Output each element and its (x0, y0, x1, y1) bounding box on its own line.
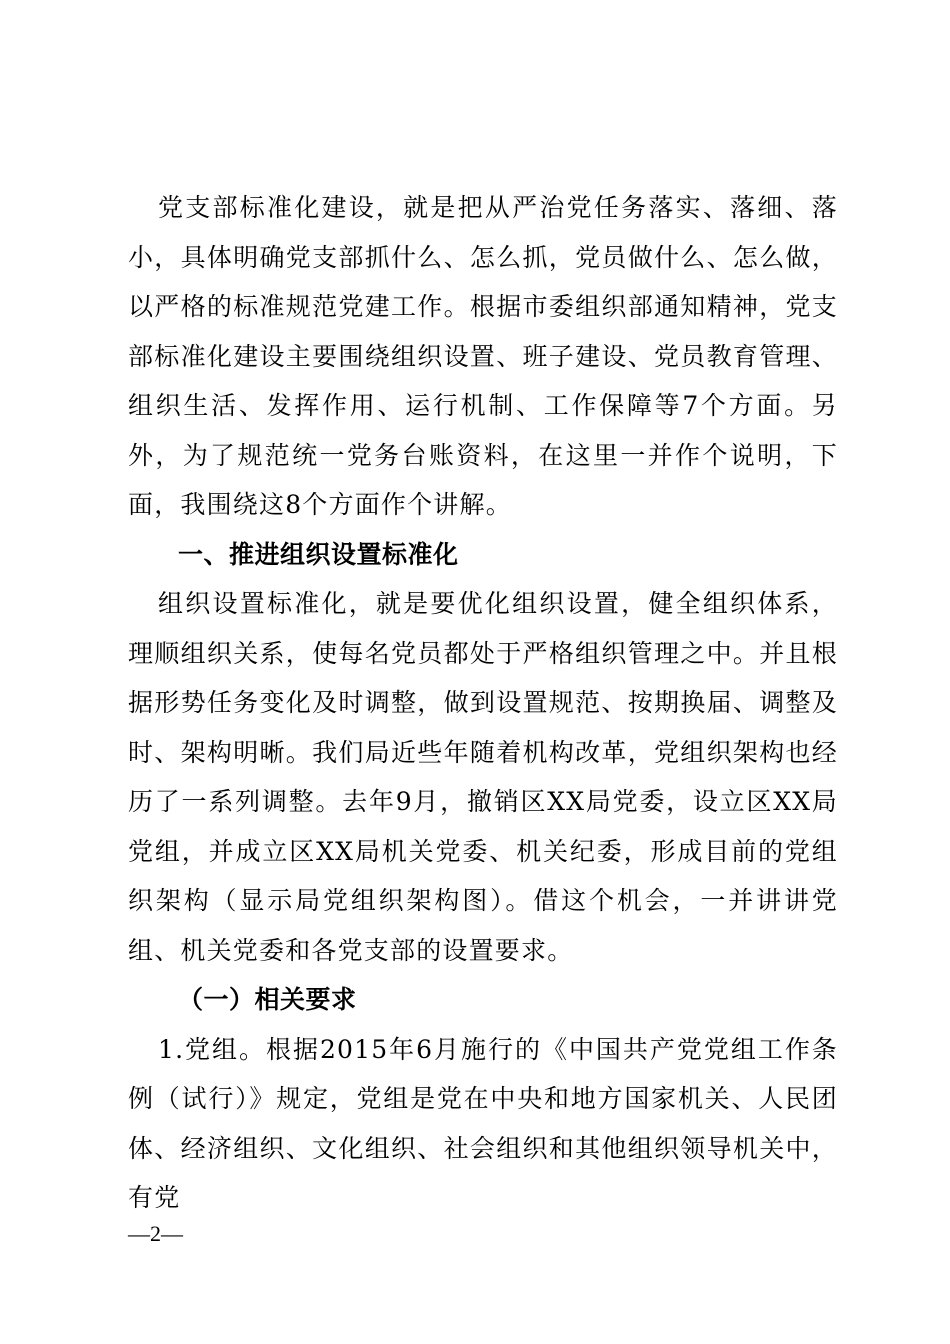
paragraph-party-group: 1.党组。根据2015年6月施行的《中国共产党党组工作条例（试行）》规定，党组是党在中央和地方国家机关、人民团体、经济组织、文化组织、社会组织和其他组织领导机关中，有党 (128, 1034, 838, 1212)
document-body (128, 183, 838, 1223)
page-number: —2— (128, 1221, 183, 1246)
subsection-heading-1: （一）相关要求 (178, 985, 357, 1014)
paragraph-org-setup: 组织设置标准化，就是要优化组织设置，健全组织体系，理顺组织关系，使每名党员都处于严格组织管理之中。并且根据形势任务变化及时调整，做到设置规范、按期换届、调整及时、架构明晰。我们局近些年随着机构改革，党组织架构也经历了一系列调整。去年9月，撤销区XX局党委，设立区XX局党组，并成立区XX局机关党委、机关纪委，形成目前的党组织架构（显示局党组织架构图）。借这个机会，一并讲讲党组、机关党委和各党支部的设置要求。 (128, 589, 838, 965)
section-heading-1: 一、推进组织设置标准化 (178, 539, 459, 569)
paragraph-intro: 党支部标准化建设，就是把从严治党任务落实、落细、落小，具体明确党支部抓什么、怎么抓，党员做什么、怎么做，以严格的标准规范党建工作。根据市委组织部通知精神，党支部标准化建设主要围绕组织设置、班子建设、党员教育管理、组织生活、发挥作用、运行机制、工作保障等7个方面。另外，为了规范统一党务台账资料，在这里一并作个说明，下面，我围绕这8个方面作个讲解。 (128, 193, 838, 519)
